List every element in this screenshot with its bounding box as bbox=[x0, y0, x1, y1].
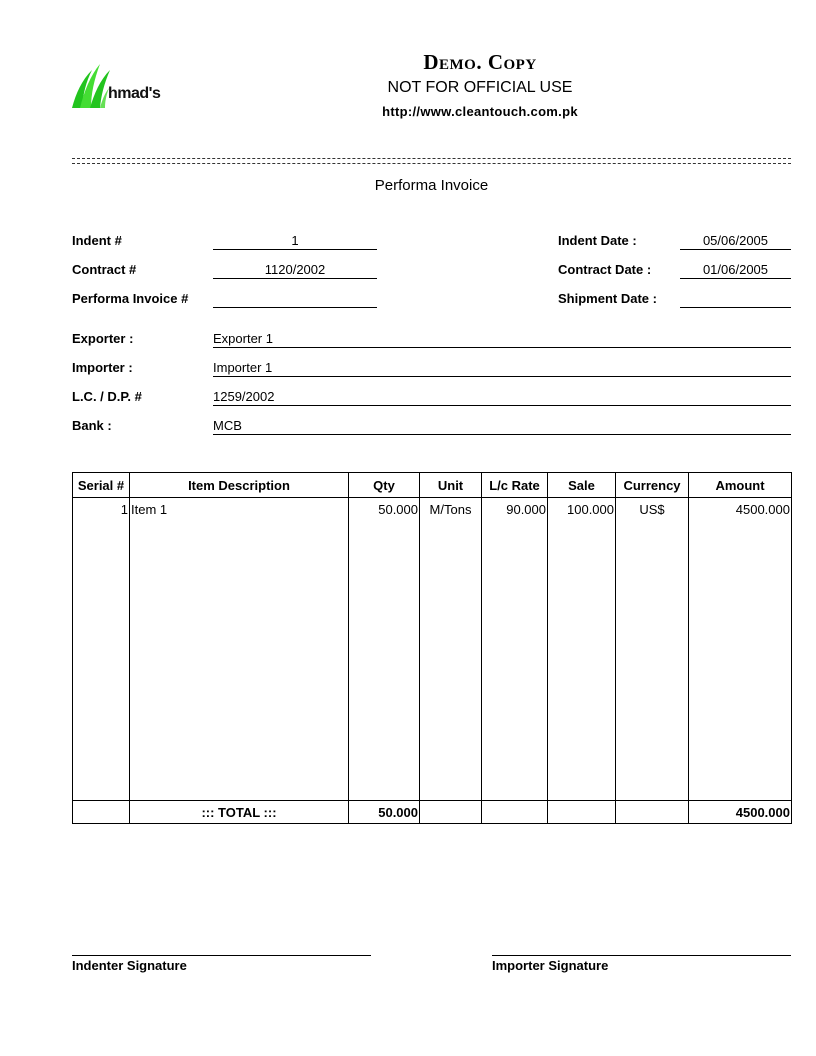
total-qty: 50.000 bbox=[349, 801, 420, 824]
cell-amount: 4500.000 bbox=[689, 498, 792, 525]
indenter-signature-line bbox=[72, 955, 371, 956]
contract-label: Contract # bbox=[72, 262, 137, 277]
col-header-serial: Serial # bbox=[73, 473, 130, 498]
importer-signature-label: Importer Signature bbox=[492, 958, 609, 973]
shipment-date-label: Shipment Date : bbox=[558, 291, 657, 306]
cell-serial: 1 bbox=[73, 498, 130, 525]
contract-date-value: 01/06/2005 bbox=[680, 262, 791, 279]
company-logo bbox=[70, 58, 166, 118]
watermark-title: Demo. Copy bbox=[423, 50, 537, 74]
shipment-date-value bbox=[680, 291, 791, 308]
cell-currency: US$ bbox=[616, 498, 689, 525]
table-total-row bbox=[73, 801, 792, 824]
document-title: Performa Invoice bbox=[374, 177, 489, 194]
cell-unit: M/Tons bbox=[420, 498, 482, 525]
lc-dp-label: L.C. / D.P. # bbox=[72, 389, 142, 404]
total-label: ::: TOTAL ::: bbox=[130, 801, 349, 824]
exporter-value: Exporter 1 bbox=[213, 331, 791, 348]
company-url: http://www.cleantouch.com.pk bbox=[382, 104, 578, 119]
col-header-description: Item Description bbox=[130, 473, 349, 498]
bank-label: Bank : bbox=[72, 418, 112, 433]
table-empty-space bbox=[73, 524, 792, 801]
cell-qty: 50.000 bbox=[349, 498, 420, 525]
indent-label: Indent # bbox=[72, 233, 122, 248]
contract-date-label: Contract Date : bbox=[558, 262, 652, 277]
lc-dp-value: 1259/2002 bbox=[213, 389, 791, 406]
indenter-signature-label: Indenter Signature bbox=[72, 958, 187, 973]
cell-lc-rate: 90.000 bbox=[482, 498, 548, 525]
bank-value: MCB bbox=[213, 418, 791, 435]
col-header-currency: Currency bbox=[616, 473, 689, 498]
importer-value: Importer 1 bbox=[213, 360, 791, 377]
contract-value: 1120/2002 bbox=[213, 262, 377, 279]
col-header-qty: Qty bbox=[349, 473, 420, 498]
header-divider bbox=[72, 158, 791, 164]
logo-text: hmad's bbox=[108, 85, 161, 102]
indent-value: 1 bbox=[213, 233, 377, 250]
indent-date-value: 05/06/2005 bbox=[680, 233, 791, 250]
exporter-label: Exporter : bbox=[72, 331, 134, 346]
cell-description: Item 1 bbox=[130, 498, 349, 525]
watermark-subtitle: NOT FOR OFFICIAL USE bbox=[387, 79, 573, 96]
total-amount: 4500.000 bbox=[689, 801, 792, 824]
indent-date-label: Indent Date : bbox=[558, 233, 637, 248]
col-header-lc-rate: L/c Rate bbox=[482, 473, 548, 498]
col-header-sale: Sale bbox=[548, 473, 616, 498]
col-header-amount: Amount bbox=[689, 473, 792, 498]
performa-invoice-label: Performa Invoice # bbox=[72, 291, 189, 306]
table-header-row bbox=[73, 473, 792, 498]
importer-signature-line bbox=[492, 955, 791, 956]
performa-invoice-value bbox=[213, 291, 377, 308]
col-header-unit: Unit bbox=[420, 473, 482, 498]
importer-label: Importer : bbox=[72, 360, 133, 375]
items-table bbox=[72, 472, 792, 824]
table-row bbox=[73, 498, 792, 525]
cell-sale: 100.000 bbox=[548, 498, 616, 525]
